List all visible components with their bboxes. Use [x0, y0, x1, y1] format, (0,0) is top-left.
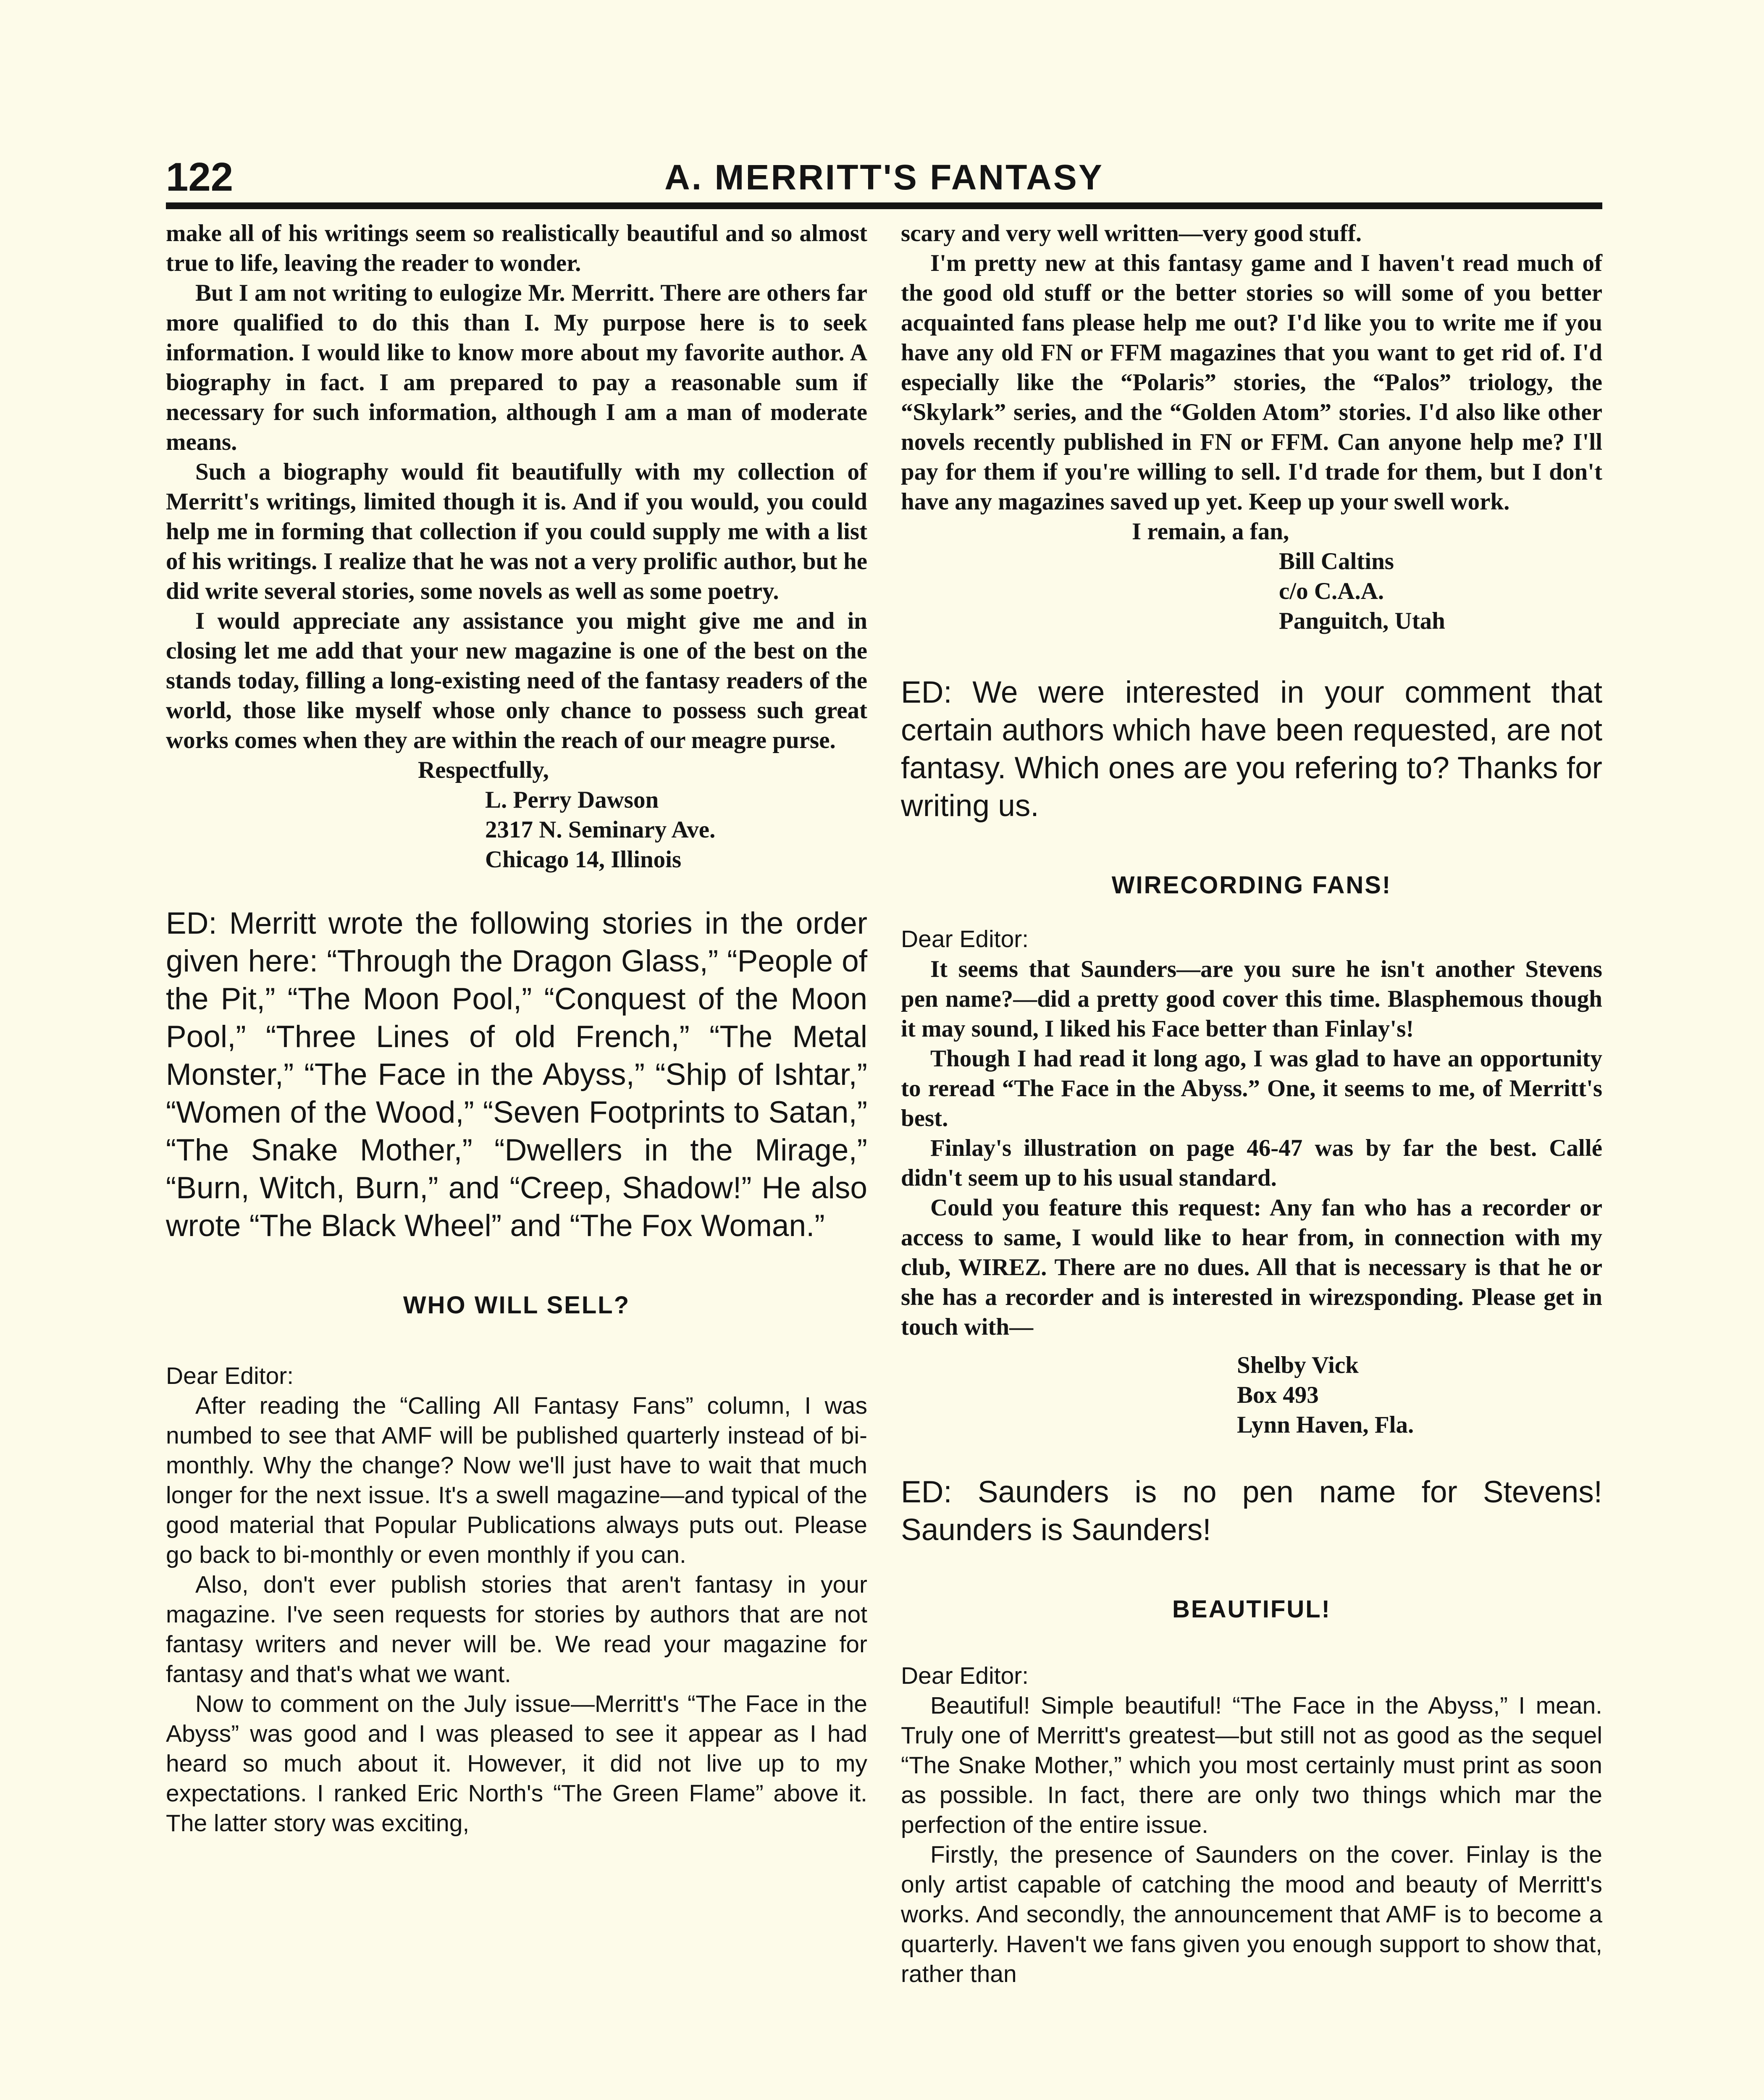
- letter-dawson: [166, 218, 867, 874]
- letter-salutation: Dear Editor:: [901, 926, 1029, 953]
- left-column: [166, 218, 867, 1838]
- signature-address: c/o C.A.A.: [1279, 578, 1384, 604]
- signature-city: Lynn Haven, Fla.: [1237, 1412, 1414, 1438]
- signature-address: 2317 N. Seminary Ave.: [485, 816, 716, 843]
- letter-paragraph: scary and very well written—very good stuff.: [901, 220, 1362, 247]
- letter-salutation: Dear Editor:: [166, 1362, 294, 1389]
- letter-paragraph: Such a biography would fit beautifully with my collection of Merritt's writings, limited though it is. And if you would, you could help me in forming that collection if you could supply me with a list of his writings. I realize that he was not a very prolific author, but he did write several stories, some novels as well as some poetry.: [166, 459, 867, 604]
- letter-paragraph: Now to comment on the July issue—Merritt's “The Face in the Abyss” was good and I was pleased to see it appear as I had heard so much about it. However, it did not live up to my expectations. I ranked Eric North's “The Green Flame” above it. The latter story was exciting,: [166, 1690, 867, 1837]
- letter-paragraph: Also, don't ever publish stories that aren't fantasy in your magazine. I've seen requests for stories by authors that are not fantasy writers and never will be. We read your magazine for fantasy and that's what we want.: [166, 1571, 867, 1688]
- letter-paragraph: It seems that Saunders—are you sure he isn't another Stevens pen name?—did a pretty good cover this time. Blasphemous though it may sound, I liked his Face better than Finlay's!: [901, 956, 1602, 1042]
- letter-closing: Respectfully,: [418, 757, 549, 783]
- signature-name: Bill Caltins: [1279, 548, 1394, 575]
- letter-paragraph: Firstly, the presence of Saunders on the cover. Finlay is the only artist capable of catching the mood and beauty of Merritt's works. And secondly, the announcement that AMF is to become a quarterly. Haven't we fans given you enough support to show that, rather than: [901, 1841, 1602, 1987]
- letter-closing: I remain, a fan,: [1132, 518, 1289, 545]
- letter-who-will-sell: [166, 1361, 867, 1838]
- signature-city: Chicago 14, Illinois: [485, 846, 682, 873]
- signature-city: Panguitch, Utah: [1279, 608, 1445, 634]
- section-title: WIRECORDING FANS!: [1111, 872, 1392, 899]
- letter-paragraph: Could you feature this request: Any fan who has a recorder or access to same, I would like to hear from, in connection with my club, WIREZ. There are no dues. All that is necessary is that he or she has a recorder and is interested in wirezsponding. Please get in touch with—: [901, 1194, 1602, 1340]
- page-header: [166, 152, 1602, 202]
- letter-caltins: [901, 218, 1602, 636]
- right-column: [901, 218, 1602, 1989]
- signature-address: Box 493: [1237, 1382, 1319, 1408]
- letter-paragraph: Though I had read it long ago, I was glad to have an opportunity to reread “The Face in the Abyss.” One, it seems to me, of Merritt's best.: [901, 1045, 1602, 1131]
- letter-wirecording: [901, 924, 1602, 1440]
- letter-salutation: Dear Editor:: [901, 1662, 1029, 1689]
- section-title: WHO WILL SELL?: [403, 1292, 630, 1319]
- letter-paragraph: make all of his writings seem so realistically beautiful and so almost true to life, leaving the reader to wonder.: [166, 220, 867, 276]
- letter-beautiful: [901, 1661, 1602, 1989]
- letter-paragraph: I would appreciate any assistance you might give me and in closing let me add that your new magazine is one of the best on the stands today, filling a long-existing need of the fantasy readers of the world, those like myself whose only chance to possess such great works comes when they are within the reach of our meagre purse.: [166, 608, 867, 753]
- editor-reply: ED: Merritt wrote the following stories in the order given here: “Through the Dragon Glass,” “People of the Pit,” “The Moon Pool,” “Conquest of the Moon Pool,” “Three Lines of old French,” “The Metal Monster,” “The Face in the Abyss,” “Ship of Ishtar,” “Women of the Wood,” “Seven Footprints to Satan,” “The Snake Mother,” “Dwellers in the Mirage,” “Burn, Witch, Burn,” and “Creep, Shadow!” He also wrote “The Black Wheel” and “The Fox Woman.”: [166, 906, 867, 1243]
- letter-paragraph: Finlay's illustration on page 46-47 was by far the best. Callé didn't seem up to his usual standard.: [901, 1135, 1602, 1191]
- letter-paragraph: But I am not writing to eulogize Mr. Merritt. There are others far more qualified to do this than I. My purpose here is to seek information. I would like to know more about my favorite author. A biography in fact. I am prepared to pay a reasonable sum if necessary for such information, although I am a man of moderate means.: [166, 280, 867, 455]
- running-title: A. MERRITT'S FANTASY: [664, 158, 1104, 197]
- header-rule: [166, 202, 1602, 209]
- letter-paragraph: Beautiful! Simple beautiful! “The Face in the Abyss,” I mean. Truly one of Merritt's greatest—but still not as good as the sequel “The Snake Mother,” which you most certainly must print as soon as possible. In fact, there are only two things which mar the perfection of the entire issue.: [901, 1692, 1602, 1838]
- letter-paragraph: I'm pretty new at this fantasy game and I haven't read much of the good old stuff or the better stories so will some of you better acquainted fans please help me out? I'd like you to write me if you have any old FN or FFM magazines that you want to get rid of. I'd especially like the “Polaris” stories, the “Palos” triology, the “Skylark” series, and the “Golden Atom” stories. I'd also like other novels recently published in FN or FFM. Can anyone help me? I'll pay for them if you're willing to sell. I'd trade for them, but I don't have any magazines saved up yet. Keep up your swell work.: [901, 250, 1602, 515]
- page-number: 122: [166, 155, 234, 200]
- letter-paragraph: After reading the “Calling All Fantasy Fans” column, I was numbed to see that AMF will be published quarterly instead of bi-monthly. Why the change? Now we'll just have to wait that much longer for the next issue. It's a swell magazine—and typical of the good material that Popular Publications always puts out. Please go back to bi-monthly or even monthly if you can.: [166, 1392, 867, 1568]
- section-title: BEAUTIFUL!: [1172, 1596, 1331, 1623]
- editor-reply: ED: We were interested in your comment that certain authors which have been requested, are not fantasy. Which ones are you refering to? Thanks for writing us.: [901, 675, 1602, 823]
- editor-reply: ED: Saunders is no pen name for Stevens! Saunders is Saunders!: [901, 1475, 1602, 1547]
- signature-name: L. Perry Dawson: [485, 787, 659, 813]
- signature-name: Shelby Vick: [1237, 1352, 1359, 1378]
